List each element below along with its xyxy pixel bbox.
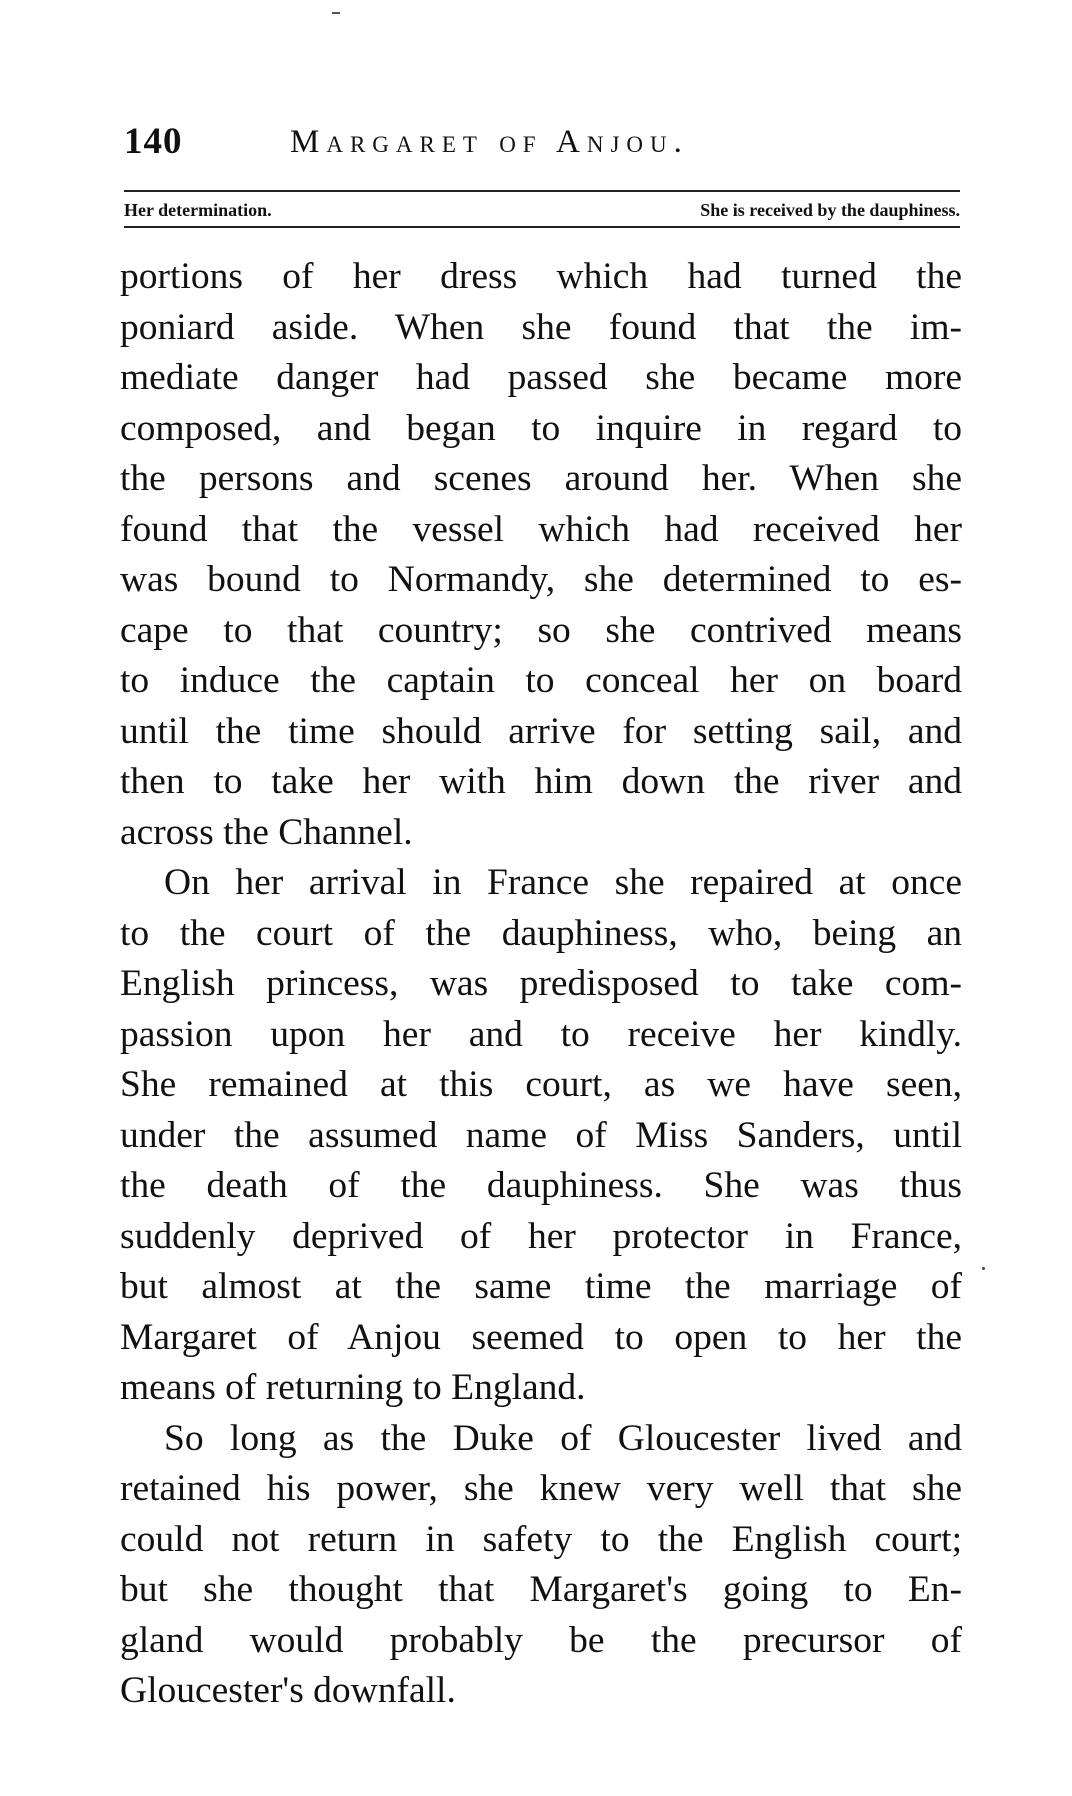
body-text (120, 252, 962, 1717)
text-line: So long as the Duke of Gloucester lived and (164, 1417, 962, 1459)
page-header (124, 118, 960, 166)
text-line: found that the vessel which had received her (120, 508, 962, 550)
text-line: under the assumed name of Miss Sanders, until (120, 1114, 962, 1156)
text-line: the persons and scenes around her. When she (120, 458, 962, 499)
text-line: Margaret of Anjou seemed to open to her the (120, 1316, 962, 1358)
margin-speck (982, 1267, 985, 1270)
header-rule-top (124, 190, 960, 192)
page-number: 140 (124, 121, 183, 162)
text-line: gland would probably be the precursor of (120, 1619, 962, 1661)
text-line: means of returning to England. (120, 1367, 586, 1408)
running-title: Margaret of Anjou. (290, 124, 689, 160)
text-line: to induce the captain to conceal her on board (120, 660, 962, 701)
text-line: Gloucester's downfall. (120, 1670, 456, 1711)
text-line: passion upon her and to receive her kindly. (120, 1013, 962, 1055)
text-line: She remained at this court, as we have seen, (120, 1064, 962, 1105)
text-line: mediate danger had passed she became more (120, 357, 962, 398)
text-line: could not return in safety to the English court; (120, 1518, 962, 1560)
sidenote-left: Her determination. (124, 200, 272, 220)
text-line: composed, and began to inquire in regard to (120, 407, 962, 449)
text-line: On her arrival in France she repaired at once (164, 862, 962, 903)
text-line: to the court of the dauphiness, who, being an (120, 912, 962, 954)
text-line: across the Channel. (120, 811, 413, 853)
text-line: then to take her with him down the river and (120, 761, 962, 802)
text-line: the death of the dauphiness. She was thus (120, 1165, 962, 1206)
text-line: but almost at the same time the marriage of (120, 1266, 962, 1307)
text-line: English princess, was predisposed to take com- (120, 963, 962, 1004)
text-line: portions of her dress which had turned the (120, 256, 962, 297)
text-line: retained his power, she knew very well that she (120, 1468, 962, 1509)
sidenote-right: She is received by the dauphiness. (700, 200, 960, 220)
text-line: cape to that country; so she contrived means (120, 609, 962, 651)
text-line: suddenly deprived of her protector in France, (120, 1215, 962, 1257)
header-rule-bottom (124, 226, 960, 228)
text-line: was bound to Normandy, she determined to es- (120, 559, 962, 600)
print-mark (332, 12, 340, 14)
text-line: poniard aside. When she found that the im- (120, 306, 962, 348)
text-line: but she thought that Margaret's going to En- (120, 1569, 962, 1610)
text-line: until the time should arrive for setting sail, and (120, 710, 962, 752)
